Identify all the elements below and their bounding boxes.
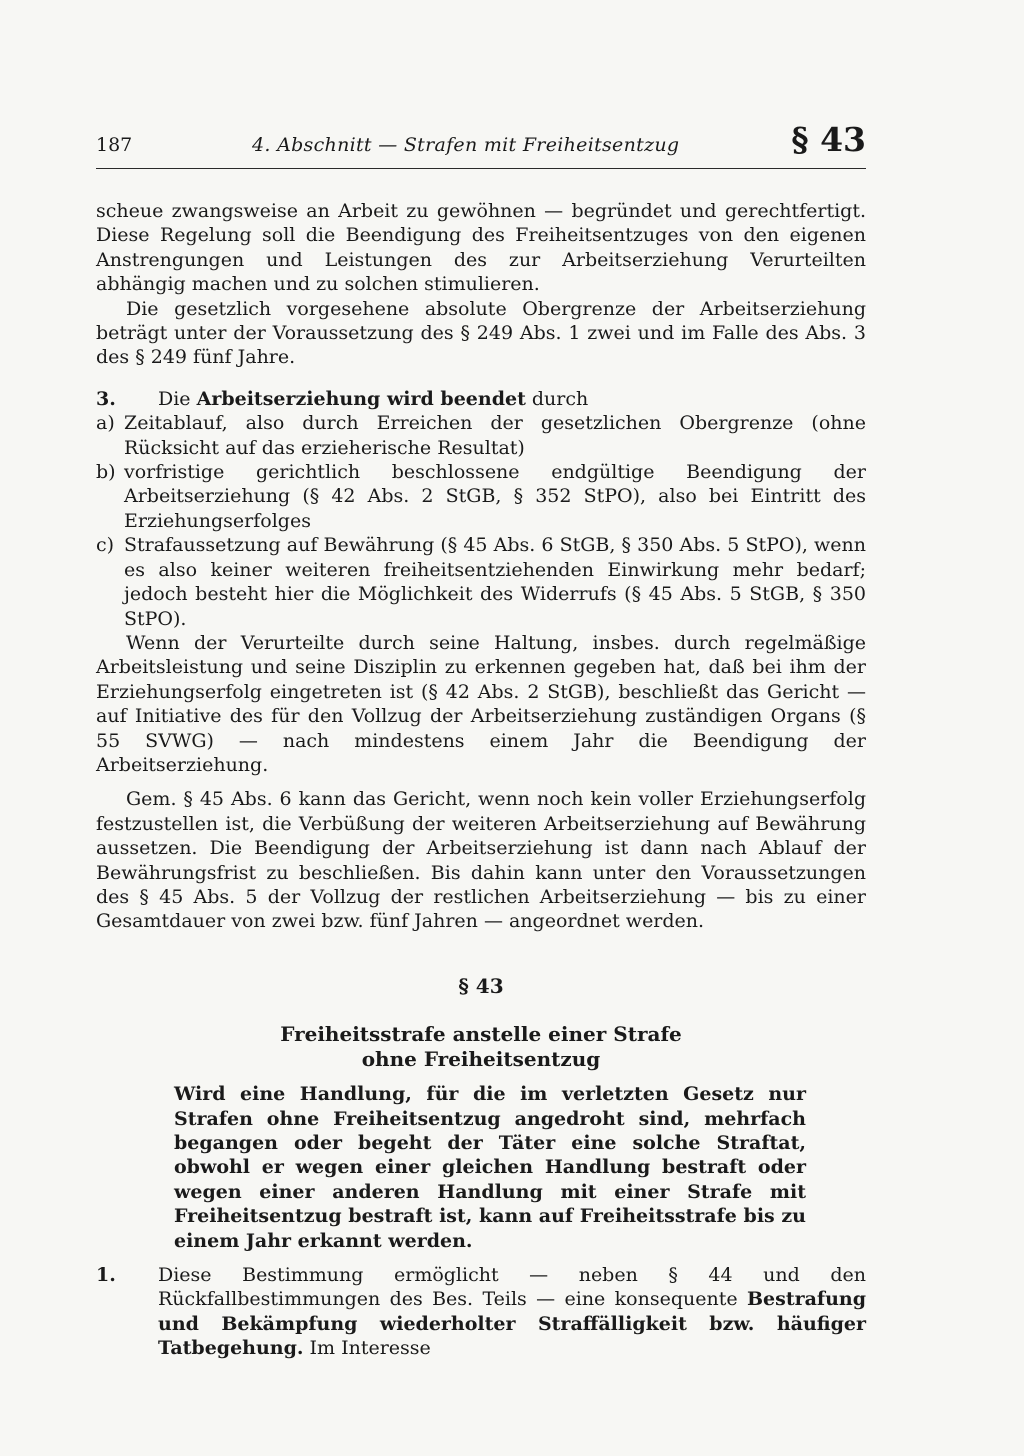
point-number: 3. — [96, 387, 116, 410]
emphasis: Bestrafung und Bekämpfung wiederholter Straffälligkeit bzw. häufiger Tatbegehung. — [158, 1288, 866, 1360]
document-page — [96, 120, 866, 1361]
list-item: b) vorfristige gerichtlich beschlossene endgültige Beendigung der Arbeitserziehung (§ 42 Abs. 2 StGB, § 352 StPO), also bei Eintritt des Erziehungserfolges — [96, 461, 866, 532]
continuation-paragraph: scheue zwangsweise an Arbeit zu gewöhnen — begründet und gerechtfertigt. Diese Regelung soll die Beendigung des Freiheitsentzuges von den eigenen Anstrengungen und Leistungen des zur Arbeitserziehung Verurteilten abhängig machen und zu solchen stimulieren. — [96, 200, 866, 296]
paragraph: Wenn der Verurteilte durch seine Haltung, insbes. durch regelmäßige Arbeitsleistung und seine Disziplin zu erkennen gegeben hat, daß bei ihm der Erziehungserfolg eingetreten ist (§ 42 Abs. 2 StGB), beschließt das Gericht — auf Initiative des für den Vollzug der Arbeitserziehung zuständigen Organs (§ 55 SVWG) — nach mindestens einem Jahr die Beendigung der Arbeitserziehung. — [96, 631, 866, 776]
chapter-title: 4. Abschnitt — Strafen mit Freiheitsentzug — [252, 134, 680, 156]
paragraph: Gem. § 45 Abs. 6 kann das Gericht, wenn noch kein voller Erziehungserfolg festzustellen ist, die Verbüßung der weiteren Arbeitserziehung auf Bewährung aussetzen. Die Beendigung der Arbeitserziehung ist dann nach Ablauf der Bewährungsfrist zu beschließen. Bis dahin kann unter den Voraussetzungen des § 45 Abs. 5 der Vollzug der restlichen Arbeitserziehung — bis zu einer Gesamtdauer von zwei bzw. fünf Jahren — angeordnet werden. — [96, 788, 866, 933]
section-number: § 43 — [458, 973, 504, 998]
commentary-point-1: 1. Diese Bestimmung ermöglicht — neben § 44 und den Rückfallbestimmungen des Bes. Teils — eine konsequente Bestrafung und Bekämpfung wiederholter Straffälligkeit bzw. häufiger Tatbegehung. Im Interesse — [96, 1264, 866, 1360]
section-marker: § 43 — [791, 120, 866, 159]
point-3-heading: 3. Die Arbeitserziehung wird beendet durch — [96, 387, 589, 410]
statute-text: Wird eine Handlung, für die im verletzten Gesetz nur Strafen ohne Freiheitsentzug angedroht sind, mehrfach begangen oder begeht der Täter eine solche Straftat, obwohl er wegen einer gleichen Handlung bestraft oder wegen einer anderen Handlung mit einer Strafe mit Freiheitsentzug bestraft ist, kann auf Freiheitsstrafe bis zu einem Jahr erkannt werden. — [174, 1083, 806, 1252]
point-3-bold-heading: Arbeitserziehung wird beendet — [196, 387, 526, 410]
page-number: 187 — [96, 134, 133, 156]
page-body — [96, 199, 866, 1361]
list-item: c) Strafaussetzung auf Bewährung (§ 45 Abs. 6 StGB, § 350 Abs. 5 StPO), wenn es also keiner weiteren freiheitsentziehenden Einwirkung mehr bedarf; jedoch besteht hier die Möglichkeit des Widerrufs (§ 45 Abs. 5 StGB, § 350 StPO). — [96, 534, 866, 630]
paragraph: Die gesetzlich vorgesehene absolute Obergrenze der Arbeitserziehung beträgt unter der Voraussetzung des § 249 Abs. 1 zwei und im Falle des Abs. 3 des § 249 fünf Jahre. — [96, 297, 866, 369]
section-title: Freiheitsstrafe anstelle einer Strafe ohne Freiheitsentzug — [280, 1022, 682, 1072]
running-header — [96, 120, 866, 169]
list-item: a) Zeitablauf, also durch Erreichen der gesetzlichen Obergrenze (ohne Rücksicht auf das erzieherische Resultat) — [96, 412, 866, 459]
